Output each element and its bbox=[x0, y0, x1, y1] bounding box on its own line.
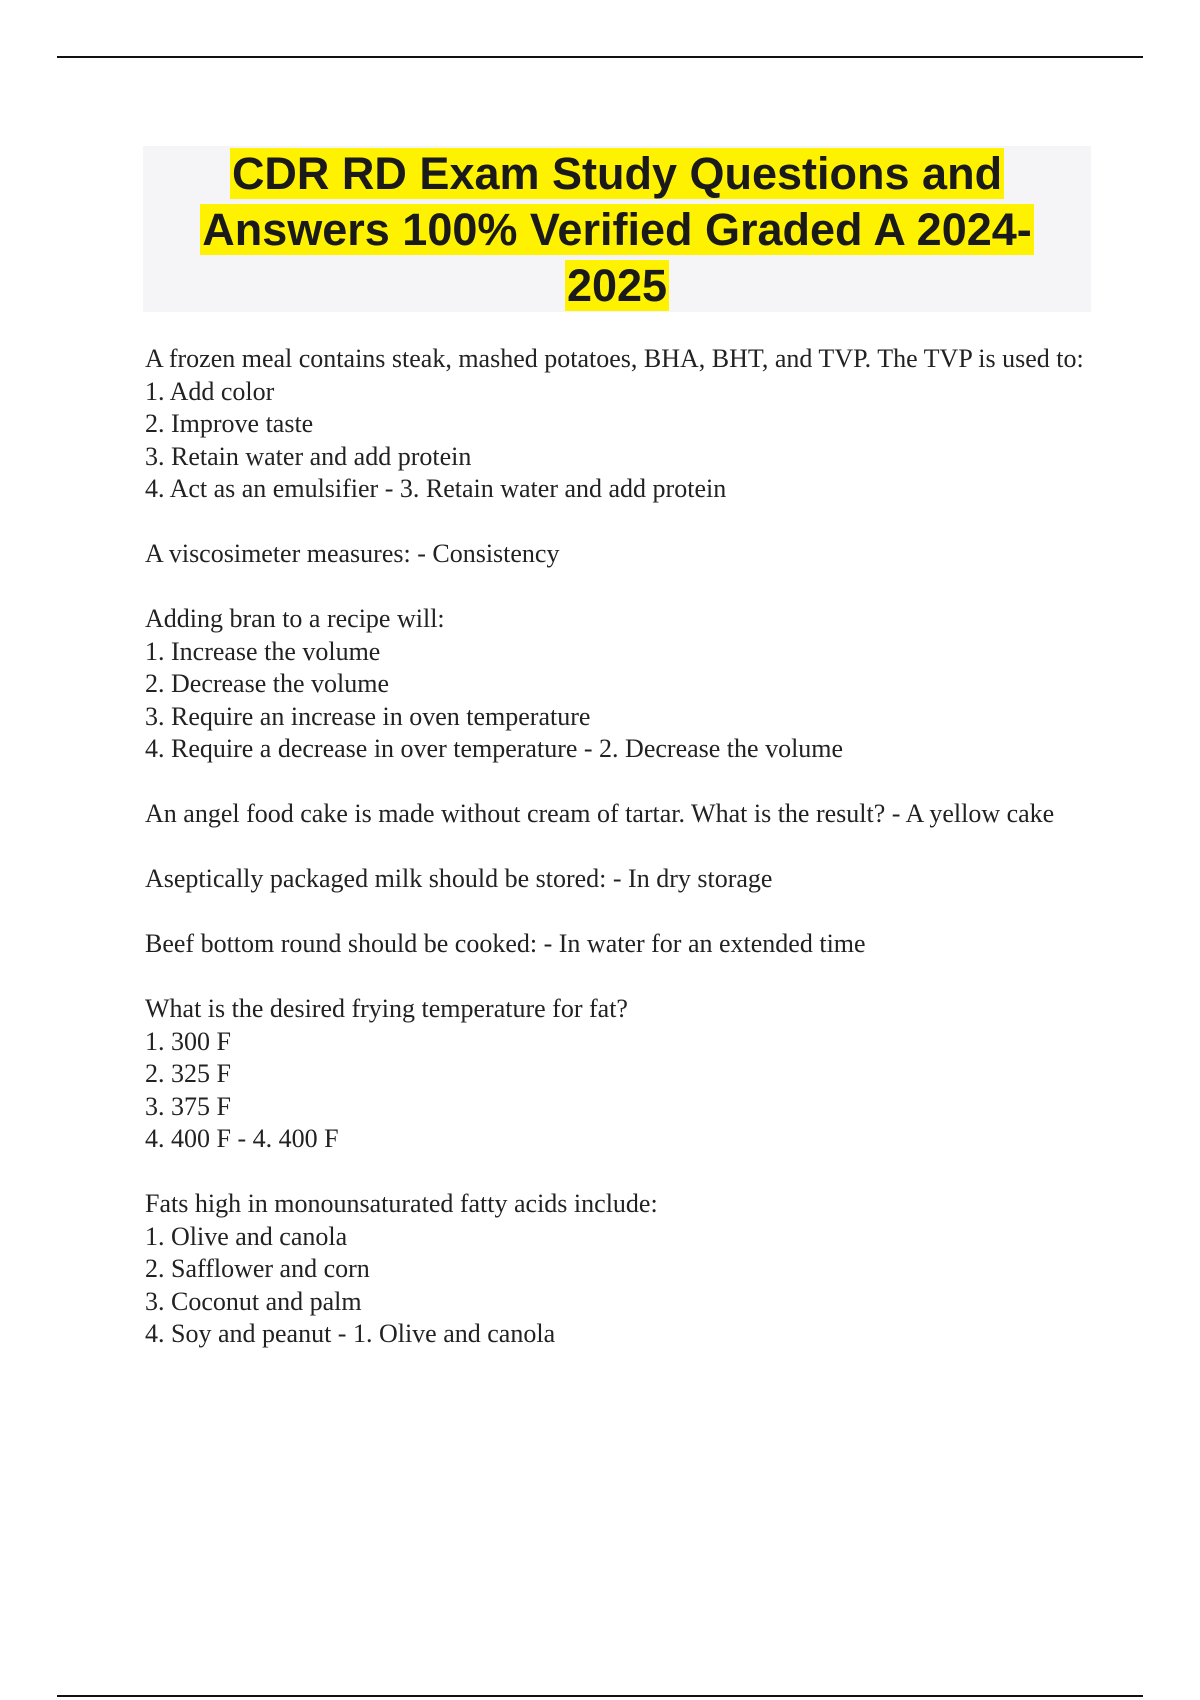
question-option: 1. Increase the volume bbox=[145, 636, 381, 666]
question-option: 3. Retain water and add protein bbox=[145, 441, 472, 471]
title-line-1: CDR RD Exam Study Questions and bbox=[231, 148, 1003, 199]
question-option-with-answer: 4. Require a decrease in over temperature - 2. Decrease the volume bbox=[145, 734, 844, 763]
question-option-with-answer: 4. Soy and peanut - 1. Olive and canola bbox=[145, 1319, 556, 1348]
question-option: 1. 300 F bbox=[145, 1026, 231, 1056]
question-block bbox=[145, 928, 1090, 961]
question-with-answer: Beef bottom round should be cooked: - In water for an extended time bbox=[145, 929, 866, 958]
question-block bbox=[145, 343, 1090, 506]
question-option: 3. Coconut and palm bbox=[145, 1286, 362, 1316]
bottom-rule bbox=[57, 1695, 1143, 1697]
question-option: 2. Decrease the volume bbox=[145, 669, 390, 698]
question-with-answer: A viscosimeter measures: - Consistency bbox=[145, 539, 560, 568]
question-option: 1. Add color bbox=[145, 376, 275, 406]
question-option: 2. Safflower and corn bbox=[145, 1254, 370, 1283]
question-block bbox=[145, 603, 1090, 766]
question-list bbox=[145, 343, 1090, 1383]
title-box bbox=[143, 146, 1091, 312]
page-title bbox=[143, 146, 1091, 314]
question-with-answer: An angel food cake is made without cream of tartar. What is the result? - A yellow cake bbox=[145, 799, 1055, 828]
question-option-with-answer: 4. 400 F - 4. 400 F bbox=[145, 1124, 339, 1153]
title-line-3: 2025 bbox=[566, 260, 668, 311]
question-option: 3. Require an increase in oven temperature bbox=[145, 701, 591, 731]
question-block bbox=[145, 1188, 1090, 1351]
question-stem: Adding bran to a recipe will: bbox=[145, 604, 445, 633]
question-stem: Fats high in monounsaturated fatty acids include: bbox=[145, 1189, 658, 1218]
question-block bbox=[145, 798, 1090, 831]
title-line-2: Answers 100% Verified Graded A 2024- bbox=[202, 204, 1032, 255]
question-stem: What is the desired frying temperature for fat? bbox=[145, 994, 628, 1023]
top-rule bbox=[57, 56, 1143, 58]
question-option: 3. 375 F bbox=[145, 1091, 231, 1121]
question-option: 1. Olive and canola bbox=[145, 1221, 348, 1251]
question-block bbox=[145, 993, 1090, 1156]
question-option: 2. Improve taste bbox=[145, 409, 314, 438]
question-option: 2. 325 F bbox=[145, 1059, 231, 1088]
question-option-with-answer: 4. Act as an emulsifier - 3. Retain water and add protein bbox=[145, 474, 727, 503]
question-stem: A frozen meal contains steak, mashed potatoes, BHA, BHT, and TVP. The TVP is used to: bbox=[145, 344, 1084, 373]
question-block bbox=[145, 538, 1090, 571]
question-block bbox=[145, 863, 1090, 896]
question-with-answer: Aseptically packaged milk should be stored: - In dry storage bbox=[145, 864, 773, 893]
